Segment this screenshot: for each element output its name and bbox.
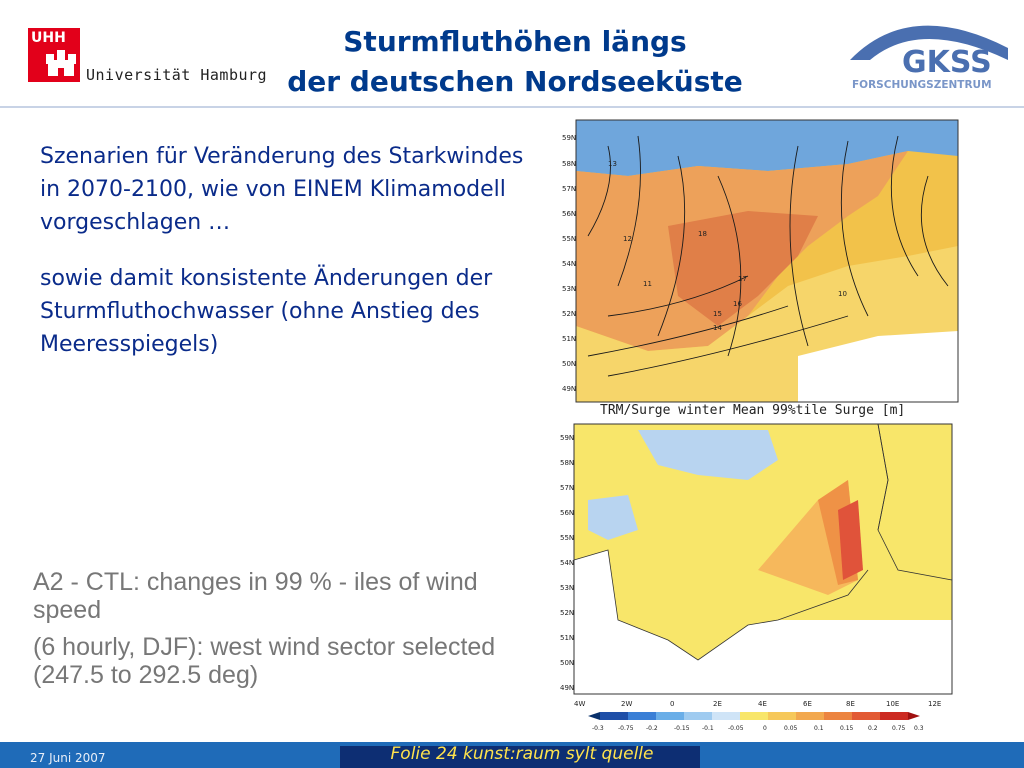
footer-date: 27 Juni 2007 [30, 751, 106, 765]
university-name: Universität Hamburg [86, 66, 268, 84]
contour-label: 16 [733, 300, 742, 308]
wind-sector-note: (6 hourly, DJF): west wind sector selected (247.5 to 292.5 deg) [33, 633, 496, 689]
colorbar-label: -0.75 [618, 725, 634, 732]
colorbar [588, 712, 924, 732]
gkss-subtitle: FORSCHUNGSZENTRUM [852, 79, 992, 91]
colorbar-label: 0.05 [784, 725, 798, 732]
contour-label: 10 [838, 290, 847, 298]
lat-label: 50N [560, 659, 575, 667]
colorbar-label: 0.3 [914, 725, 924, 732]
header-divider [0, 106, 1024, 108]
colorbar-label: -0.15 [674, 725, 690, 732]
contour-label: 18 [698, 230, 707, 238]
lat-label: 51N [560, 634, 575, 642]
lat-label: 55N [562, 235, 577, 243]
wind-speed-note: A2 - CTL: changes in 99 % - iles of wind speed [33, 568, 478, 624]
lat-label: 52N [562, 310, 577, 318]
storm-surge-text: sowie damit konsistente Änderungen der Sturmfluthochwasser (ohne Anstieg des Meeresspiegels) [40, 266, 493, 357]
lon-label: 2W [621, 700, 633, 708]
surge-change-map [548, 420, 960, 736]
lon-label: 2E [713, 700, 722, 708]
colorbar-label: 0.15 [840, 725, 854, 732]
contour-label: 14 [713, 324, 722, 332]
colorbar-label: 0.75 [892, 725, 906, 732]
lat-label: 58N [560, 459, 575, 467]
colorbar-label: -0.2 [646, 725, 658, 732]
gkss-logo-text: GKSS [902, 45, 992, 80]
lat-label: 53N [562, 285, 577, 293]
page-title [260, 22, 770, 102]
lat-label: 54N [560, 559, 575, 567]
lat-label: 52N [560, 609, 575, 617]
hamburg-castle-icon [46, 50, 76, 78]
lat-label: 59N [560, 434, 575, 442]
lon-label: 8E [846, 700, 855, 708]
contour-label: 17 [738, 275, 747, 283]
lat-label: 56N [560, 509, 575, 517]
wind-change-map [548, 116, 960, 406]
map-caption: TRM/Surge winter Mean 99%tile Surge [m] [600, 403, 906, 418]
lat-label: 49N [560, 684, 575, 692]
uhh-logo-text: UHH [31, 30, 66, 46]
colorbar-label: -0.3 [592, 725, 604, 732]
lat-label: 51N [562, 335, 577, 343]
uhh-logo [28, 28, 80, 82]
footer-slide-label: Folie 24 kunst:raum sylt quelle [390, 744, 654, 764]
gkss-logo [840, 8, 1020, 98]
contour-label: 13 [608, 160, 617, 168]
lon-label: 10E [886, 700, 900, 708]
lon-label: 4W [574, 700, 586, 708]
colorbar-label: 0 [763, 725, 767, 732]
contour-label: 15 [713, 310, 722, 318]
colorbar-label: -0.05 [728, 725, 744, 732]
contour-label: 12 [623, 235, 632, 243]
lat-label: 55N [560, 534, 575, 542]
lat-label: 54N [562, 260, 577, 268]
lat-label: 57N [560, 484, 575, 492]
lon-label: 6E [803, 700, 812, 708]
colorbar-label: -0.1 [702, 725, 714, 732]
lon-label: 4E [758, 700, 767, 708]
title-line-1: Sturmfluthöhen längs [343, 25, 687, 58]
colorbar-label: 0.2 [868, 725, 878, 732]
lat-label: 49N [562, 385, 577, 393]
title-line-2: der deutschen Nordseeküste [287, 65, 743, 98]
lon-label: 12E [928, 700, 942, 708]
lat-label: 58N [562, 160, 577, 168]
lat-label: 59N [562, 134, 577, 142]
lat-label: 53N [560, 584, 575, 592]
lon-label: 0 [670, 700, 675, 708]
lat-label: 50N [562, 360, 577, 368]
scenario-text: Szenarien für Veränderung des Starkwindes in 2070-2100, wie von EINEM Klimamodell vorgeschlagen … [40, 144, 524, 235]
lat-label: 57N [562, 185, 577, 193]
contour-label: 11 [643, 280, 652, 288]
lat-label: 56N [562, 210, 577, 218]
colorbar-label: 0.1 [814, 725, 824, 732]
